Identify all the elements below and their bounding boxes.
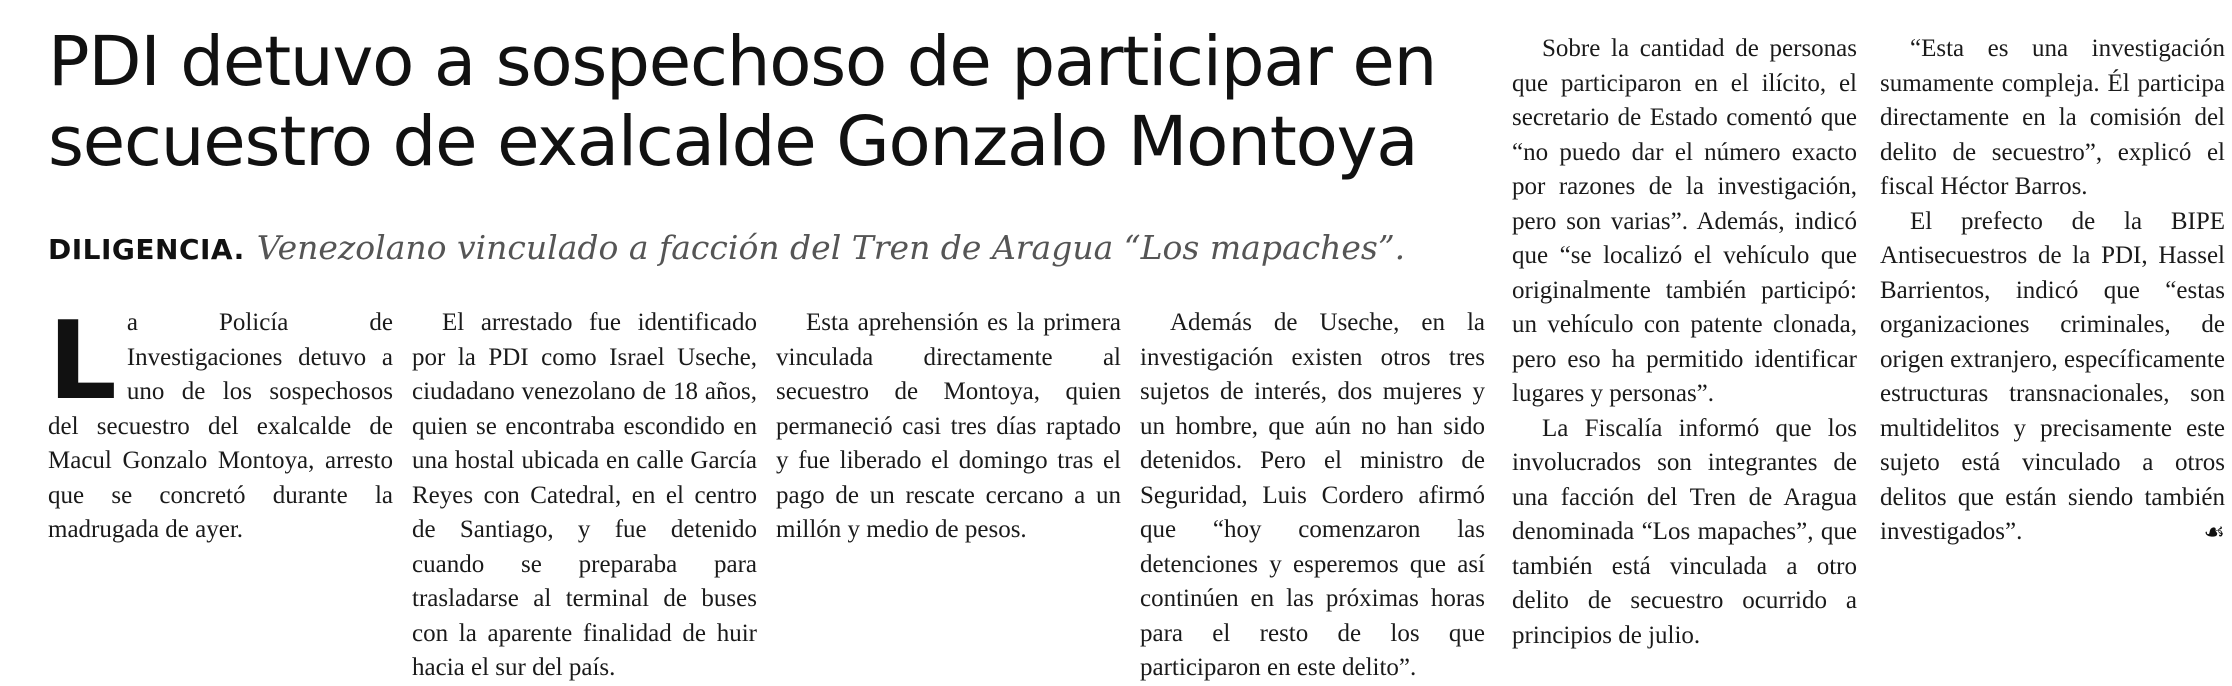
paragraph-2: El arrestado fue identificado por la PDI como Israel Useche, ciudadano venezolano de 18 años, quien se encontraba escondido en una hostal ubicada en calle García Reyes con Catedral, en el centro de Santiago, y fue detenido cuando se preparaba para trasladarse al terminal de buses con la aparente finalidad de huir hacia el sur del país. xyxy=(412,309,757,681)
article-column-3 xyxy=(776,306,1121,548)
subhead-kicker: DILIGENCIA. xyxy=(48,233,245,266)
paragraph-1-text: a Policía de Investigaciones detuvo a uno de los sospechosos del secuestro del exalcalde de Macul Gonzalo Montoya, arresto que se concretó durante la madrugada de ayer. xyxy=(48,309,393,543)
article-column-6 xyxy=(1880,32,2225,550)
subhead-deck: Venezolano vinculado a facción del Tren de Aragua “Los mapaches”. xyxy=(256,228,1406,267)
headline-line-2: secuestro de exalcalde Gonzalo Montoya xyxy=(48,102,1418,182)
article-column-1 xyxy=(48,299,393,548)
subhead xyxy=(48,226,1498,272)
paragraph-5: Sobre la cantidad de personas que participaron en el ilícito, el secretario de Estado comentó que “no puedo dar el número exacto por razones de la investigación, pero son varias”. Además, indicó que “se localizó el vehículo que originalmente también participó: un vehículo con patente clonada, pero eso ha permitido identificar lugares y personas”. xyxy=(1512,35,1857,407)
headline xyxy=(48,22,1488,182)
article-column-5 xyxy=(1512,32,1857,653)
headline-line-1: PDI detuvo a sospechoso de participar en xyxy=(48,22,1437,102)
paragraph-3: Esta aprehensión es la primera vinculada directamente al secuestro de Montoya, quien permaneció casi tres días raptado y fue liberado el domingo tras el pago de un rescate cercano a un millón y medio de pesos. xyxy=(776,309,1121,543)
drop-cap: L xyxy=(48,299,117,424)
article-column-4 xyxy=(1140,306,1485,686)
end-mark-icon: ☙ xyxy=(2203,518,2225,546)
paragraph-8 xyxy=(1880,205,2225,550)
article-column-2 xyxy=(412,306,757,686)
paragraph-8-text: El prefecto de la BIPE Antisecuestros de la PDI, Hassel Barrientos, indicó que “estas organizaciones criminales, de origen extranjero, específicamente estructuras transnacionales, son multidelitos y precisamente este sujeto está vinculado a otros delitos que están siendo también investigados”. xyxy=(1880,207,2225,545)
paragraph-4: Además de Useche, en la investigación existen otros tres sujetos de interés, dos mujeres y un hombre, que aún no han sido detenidos. Pero el ministro de Seguridad, Luis Cordero afirmó que “hoy comenzaron las detenciones y esperemos que así continúen en las próximas horas para el resto de los que participaron en este delito”. xyxy=(1140,309,1485,681)
paragraph-7: “Esta es una investigación sumamente compleja. Él participa directamente en la comisión del delito de secuestro”, explicó el fiscal Héctor Barros. xyxy=(1880,35,2225,200)
paragraph-1 xyxy=(48,299,393,548)
paragraph-6: La Fiscalía informó que los involucrados son integrantes de una facción del Tren de Aragua denominada “Los mapaches”, que también está vinculada a otro delito de secuestro ocurrido a principios de julio. xyxy=(1512,414,1857,649)
